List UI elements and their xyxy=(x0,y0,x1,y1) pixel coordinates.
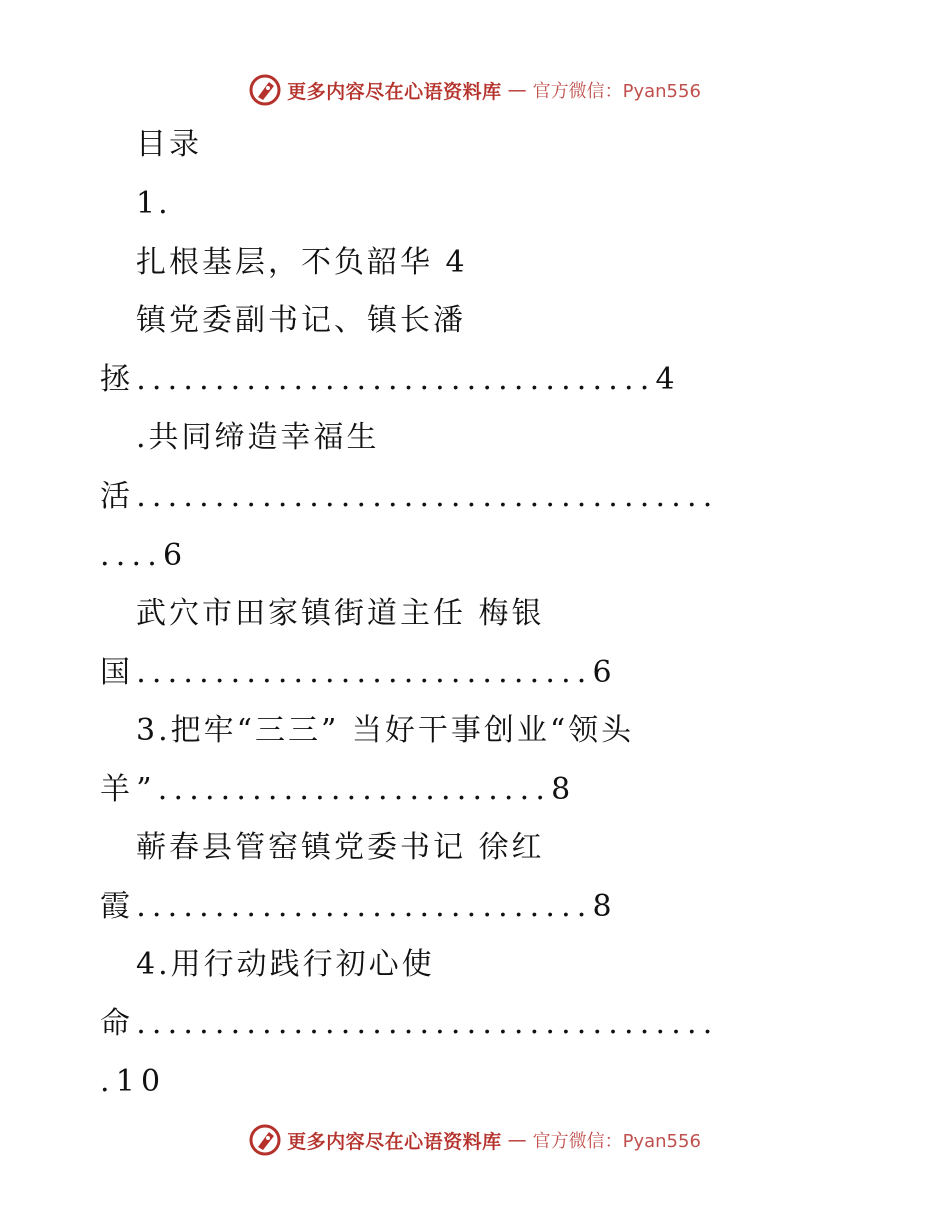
banner-text: 更多内容尽在心语资料库 xyxy=(287,1130,502,1153)
footer-banner xyxy=(0,1122,950,1158)
header-banner xyxy=(0,72,950,108)
banner-text: 更多内容尽在心语资料库 xyxy=(287,80,502,103)
toc-line: .10 xyxy=(100,1064,167,1099)
toc-line: 镇党委副书记、镇长潘 xyxy=(136,303,466,338)
toc-line: 羊”.........................8 xyxy=(100,772,577,807)
toc-line: .共同缔造幸福生 xyxy=(136,420,380,455)
toc-title: 目录 xyxy=(136,127,202,162)
toc-line: 国.............................6 xyxy=(100,655,618,690)
toc-line: 扎根基层，不负韶华 4 xyxy=(136,245,468,280)
banner-wechat: 官方微信：Pyan556 xyxy=(532,81,701,102)
toc-line: 命..................................... xyxy=(100,1006,719,1041)
toc-line: 拯.................................4 xyxy=(100,362,681,397)
banner-separator: — xyxy=(507,79,527,101)
banner-wechat: 官方微信：Pyan556 xyxy=(532,1131,701,1152)
pen-nib-logo-icon xyxy=(249,1124,281,1156)
toc-line: 武穴市田家镇街道主任 梅银 xyxy=(136,596,545,631)
pen-nib-logo-icon xyxy=(249,74,281,106)
toc-line: 1. xyxy=(136,186,171,221)
toc-line: 4.用行动践行初心使 xyxy=(136,947,435,982)
toc-line: 3.把牢“三三” 当好干事创业“领头 xyxy=(136,713,635,748)
toc-line: ....6 xyxy=(100,538,189,573)
toc-line: 霞.............................8 xyxy=(100,889,618,924)
banner-separator: — xyxy=(507,1129,527,1151)
toc-line: 活..................................... xyxy=(100,479,719,514)
toc-line: 蕲春县管窑镇党委书记 徐红 xyxy=(136,830,545,865)
